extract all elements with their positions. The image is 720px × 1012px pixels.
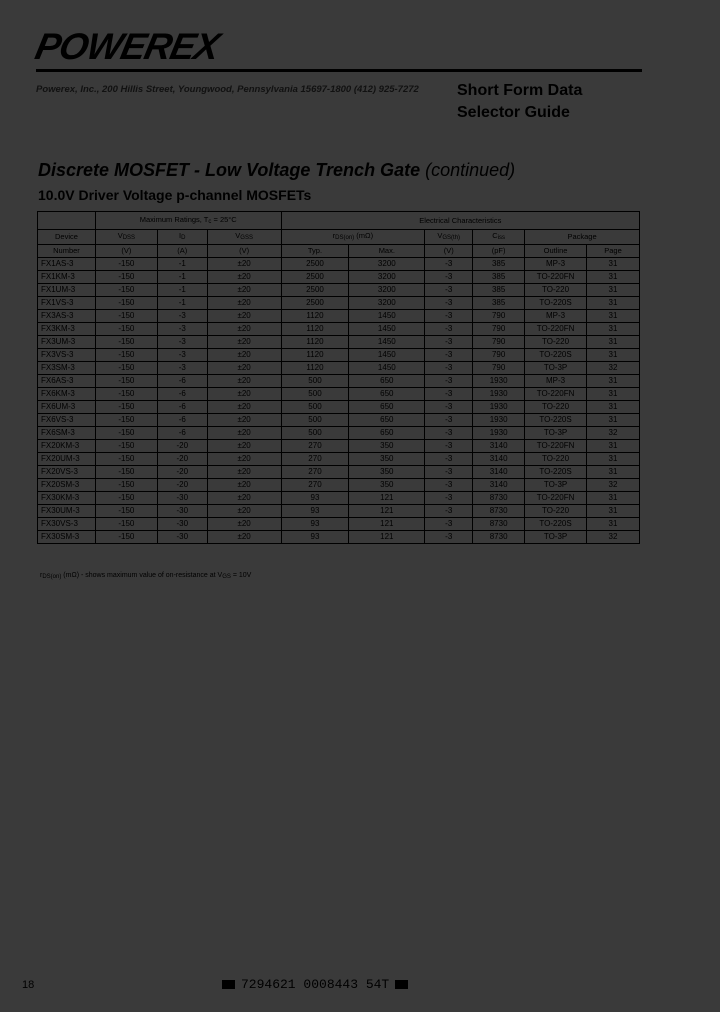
cell-device-number: FX1KM-3 — [38, 271, 96, 284]
cell-outline: TO-220 — [525, 505, 587, 518]
cell-vdss: -150 — [95, 518, 157, 531]
table-row — [38, 401, 640, 414]
cell-id: -30 — [157, 505, 207, 518]
cell-vgsth: -3 — [425, 518, 473, 531]
cell-vgss: ±20 — [207, 336, 281, 349]
cell-vgsth: -3 — [425, 414, 473, 427]
cell-vgss: ±20 — [207, 479, 281, 492]
cell-ciss: 790 — [473, 310, 525, 323]
cell-id: -3 — [157, 310, 207, 323]
cell-id: -20 — [157, 440, 207, 453]
page-number: 18 — [22, 979, 35, 991]
cell-ciss: 8730 — [473, 505, 525, 518]
cell-vgss: ±20 — [207, 258, 281, 271]
cell-vgss: ±20 — [207, 297, 281, 310]
cell-page: 31 — [586, 401, 639, 414]
cell-vgss: ±20 — [207, 505, 281, 518]
cell-vgss: ±20 — [207, 388, 281, 401]
cell-vgss: ±20 — [207, 492, 281, 505]
cell-outline: TO-220S — [525, 414, 587, 427]
header-rule — [36, 69, 642, 72]
cell-vgsth: -3 — [425, 427, 473, 440]
header-unit-id: (A) — [157, 245, 207, 258]
cell-page: 31 — [586, 466, 639, 479]
cell-page: 31 — [586, 310, 639, 323]
cell-vgsth: -3 — [425, 505, 473, 518]
cell-rds-typ: 93 — [281, 505, 349, 518]
cell-page: 32 — [586, 479, 639, 492]
cell-ciss: 1930 — [473, 388, 525, 401]
cell-vdss: -150 — [95, 362, 157, 375]
barcode-line — [222, 977, 408, 992]
cell-rds-max: 350 — [349, 440, 425, 453]
cell-rds-max: 350 — [349, 466, 425, 479]
cell-page: 31 — [586, 258, 639, 271]
cell-outline: TO-3P — [525, 427, 587, 440]
cell-page: 31 — [586, 271, 639, 284]
cell-rds-max: 1450 — [349, 336, 425, 349]
table-row — [38, 479, 640, 492]
cell-device-number: FX3VS-3 — [38, 349, 96, 362]
cell-vgsth: -3 — [425, 375, 473, 388]
cell-vgss: ±20 — [207, 271, 281, 284]
cell-vgsth: -3 — [425, 310, 473, 323]
cell-vgss: ±20 — [207, 414, 281, 427]
cell-outline: TO-220FN — [525, 492, 587, 505]
cell-outline: TO-220 — [525, 336, 587, 349]
cell-device-number: FX20VS-3 — [38, 466, 96, 479]
cell-outline: TO-3P — [525, 531, 587, 544]
cell-page: 32 — [586, 362, 639, 375]
cell-rds-max: 1450 — [349, 323, 425, 336]
cell-device-number: FX3SM-3 — [38, 362, 96, 375]
cell-id: -6 — [157, 388, 207, 401]
cell-ciss: 8730 — [473, 531, 525, 544]
cell-ciss: 790 — [473, 362, 525, 375]
cell-rds-max: 121 — [349, 518, 425, 531]
cell-rds-typ: 2500 — [281, 297, 349, 310]
cell-vdss: -150 — [95, 453, 157, 466]
cell-vgss: ±20 — [207, 323, 281, 336]
cell-rds-max: 650 — [349, 414, 425, 427]
cell-ciss: 8730 — [473, 518, 525, 531]
cell-rds-max: 350 — [349, 479, 425, 492]
cell-device-number: FX6UM-3 — [38, 401, 96, 414]
cell-vdss: -150 — [95, 505, 157, 518]
cell-device-number: FX1UM-3 — [38, 284, 96, 297]
header-unit-vdss: (V) — [95, 245, 157, 258]
cell-device-number: FX3AS-3 — [38, 310, 96, 323]
cell-page: 31 — [586, 336, 639, 349]
cell-ciss: 1930 — [473, 375, 525, 388]
table-row — [38, 258, 640, 271]
cell-device-number: FX6SM-3 — [38, 427, 96, 440]
cell-rds-typ: 1120 — [281, 323, 349, 336]
cell-outline: MP-3 — [525, 258, 587, 271]
table-row — [38, 297, 640, 310]
table-row — [38, 492, 640, 505]
cell-rds-max: 650 — [349, 401, 425, 414]
cell-device-number: FX3KM-3 — [38, 323, 96, 336]
cell-vdss: -150 — [95, 297, 157, 310]
cell-ciss: 1930 — [473, 427, 525, 440]
table-row — [38, 427, 640, 440]
cell-rds-max: 1450 — [349, 349, 425, 362]
cell-ciss: 3140 — [473, 440, 525, 453]
cell-vdss: -150 — [95, 375, 157, 388]
cell-outline: MP-3 — [525, 310, 587, 323]
cell-vgsth: -3 — [425, 284, 473, 297]
cell-rds-max: 650 — [349, 375, 425, 388]
cell-vdss: -150 — [95, 271, 157, 284]
cell-vgsth: -3 — [425, 531, 473, 544]
cell-device-number: FX30SM-3 — [38, 531, 96, 544]
header-typ: Typ. — [281, 245, 349, 258]
cell-rds-typ: 270 — [281, 453, 349, 466]
cell-outline: TO-220FN — [525, 323, 587, 336]
cell-outline: TO-220S — [525, 297, 587, 310]
powerex-logo: POWEREX — [31, 26, 223, 67]
header-id: $I_D$ — [157, 230, 207, 245]
header-package: Package — [525, 230, 640, 245]
table-row — [38, 440, 640, 453]
cell-ciss: 3140 — [473, 453, 525, 466]
cell-ciss: 3140 — [473, 466, 525, 479]
cell-vgss: ±20 — [207, 349, 281, 362]
cell-vgsth: -3 — [425, 453, 473, 466]
cell-ciss: 790 — [473, 349, 525, 362]
cell-rds-typ: 2500 — [281, 258, 349, 271]
cell-vgss: ±20 — [207, 284, 281, 297]
table-row — [38, 375, 640, 388]
cell-outline: TO-3P — [525, 362, 587, 375]
cell-id: -1 — [157, 297, 207, 310]
cell-page: 31 — [586, 388, 639, 401]
cell-id: -1 — [157, 284, 207, 297]
cell-vdss: -150 — [95, 531, 157, 544]
cell-page: 31 — [586, 414, 639, 427]
cell-ciss: 385 — [473, 271, 525, 284]
cell-vdss: -150 — [95, 336, 157, 349]
cell-page: 31 — [586, 375, 639, 388]
cell-outline: TO-220FN — [525, 271, 587, 284]
cell-id: -1 — [157, 271, 207, 284]
table-row — [38, 336, 640, 349]
cell-page: 32 — [586, 427, 639, 440]
cell-page: 31 — [586, 323, 639, 336]
cell-vdss: -150 — [95, 492, 157, 505]
cell-ciss: 385 — [473, 284, 525, 297]
cell-vdss: -150 — [95, 258, 157, 271]
cell-vgss: ±20 — [207, 310, 281, 323]
cell-rds-typ: 1120 — [281, 336, 349, 349]
cell-id: -20 — [157, 466, 207, 479]
cell-vgsth: -3 — [425, 492, 473, 505]
cell-vdss: -150 — [95, 401, 157, 414]
guide-title-line1: Short Form Data — [457, 82, 583, 99]
cell-rds-max: 121 — [349, 505, 425, 518]
header-unit-vgss: (V) — [207, 245, 281, 258]
cell-outline: TO-220FN — [525, 388, 587, 401]
cell-id: -30 — [157, 531, 207, 544]
cell-device-number: FX6AS-3 — [38, 375, 96, 388]
cell-id: -6 — [157, 414, 207, 427]
cell-device-number: FX1AS-3 — [38, 258, 96, 271]
cell-id: -3 — [157, 336, 207, 349]
cell-vdss: -150 — [95, 479, 157, 492]
barcode-block-left — [222, 980, 235, 989]
cell-vdss: -150 — [95, 440, 157, 453]
header-rds: $r_{DS(on)}$ (mΩ) — [281, 230, 425, 245]
cell-rds-typ: 500 — [281, 375, 349, 388]
cell-vgss: ±20 — [207, 401, 281, 414]
cell-ciss: 8730 — [473, 492, 525, 505]
cell-rds-typ: 1120 — [281, 310, 349, 323]
cell-rds-typ: 270 — [281, 479, 349, 492]
cell-rds-typ: 93 — [281, 492, 349, 505]
cell-vdss: -150 — [95, 414, 157, 427]
table-row — [38, 531, 640, 544]
cell-device-number: FX6VS-3 — [38, 414, 96, 427]
cell-id: -20 — [157, 453, 207, 466]
cell-rds-max: 3200 — [349, 271, 425, 284]
mosfet-selector-table — [37, 211, 640, 544]
header-outline: Outline — [525, 245, 587, 258]
header-unit-ciss: (pF) — [473, 245, 525, 258]
cell-rds-max: 3200 — [349, 284, 425, 297]
cell-outline: MP-3 — [525, 375, 587, 388]
cell-ciss: 1930 — [473, 401, 525, 414]
cell-outline: TO-220S — [525, 466, 587, 479]
cell-ciss: 3140 — [473, 479, 525, 492]
cell-rds-max: 1450 — [349, 310, 425, 323]
cell-rds-max: 121 — [349, 492, 425, 505]
cell-vdss: -150 — [95, 466, 157, 479]
cell-page: 31 — [586, 297, 639, 310]
cell-rds-typ: 93 — [281, 531, 349, 544]
cell-device-number: FX20UM-3 — [38, 453, 96, 466]
cell-vgsth: -3 — [425, 349, 473, 362]
cell-page: 31 — [586, 518, 639, 531]
header-ciss: $C_{iss}$ — [473, 230, 525, 245]
cell-vdss: -150 — [95, 349, 157, 362]
cell-vgsth: -3 — [425, 323, 473, 336]
barcode-block-right — [395, 980, 408, 989]
cell-vgsth: -3 — [425, 258, 473, 271]
cell-vdss: -150 — [95, 310, 157, 323]
cell-page: 31 — [586, 453, 639, 466]
header-max: Max. — [349, 245, 425, 258]
header-vdss: $V_{DSS}$ — [95, 230, 157, 245]
cell-outline: TO-220S — [525, 518, 587, 531]
header-electrical: Electrical Characteristics — [281, 212, 639, 230]
cell-rds-max: 3200 — [349, 297, 425, 310]
cell-rds-typ: 93 — [281, 518, 349, 531]
cell-device-number: FX20SM-3 — [38, 479, 96, 492]
guide-title-line2: Selector Guide — [457, 104, 570, 121]
cell-ciss: 790 — [473, 336, 525, 349]
cell-page: 31 — [586, 284, 639, 297]
cell-rds-typ: 500 — [281, 388, 349, 401]
cell-vdss: -150 — [95, 427, 157, 440]
cell-vgsth: -3 — [425, 336, 473, 349]
cell-vgss: ±20 — [207, 518, 281, 531]
cell-rds-max: 650 — [349, 388, 425, 401]
cell-outline: TO-220S — [525, 349, 587, 362]
cell-outline: TO-3P — [525, 479, 587, 492]
cell-id: -6 — [157, 401, 207, 414]
header-number: Number — [38, 245, 96, 258]
table-row — [38, 453, 640, 466]
cell-id: -3 — [157, 362, 207, 375]
cell-page: 31 — [586, 440, 639, 453]
table-row — [38, 505, 640, 518]
cell-id: -30 — [157, 518, 207, 531]
cell-rds-typ: 500 — [281, 427, 349, 440]
cell-vgss: ±20 — [207, 440, 281, 453]
cell-rds-typ: 500 — [281, 401, 349, 414]
header-max-ratings: Maximum Ratings, $T_c = 25^\circ C$ — [95, 212, 281, 230]
table-row — [38, 310, 640, 323]
cell-rds-typ: 1120 — [281, 349, 349, 362]
cell-vgsth: -3 — [425, 297, 473, 310]
cell-rds-max: 1450 — [349, 362, 425, 375]
cell-rds-typ: 500 — [281, 414, 349, 427]
cell-ciss: 385 — [473, 297, 525, 310]
table-row — [38, 466, 640, 479]
cell-vgsth: -3 — [425, 362, 473, 375]
cell-ciss: 1930 — [473, 414, 525, 427]
cell-page: 31 — [586, 349, 639, 362]
cell-rds-max: 350 — [349, 453, 425, 466]
cell-vgss: ±20 — [207, 362, 281, 375]
cell-rds-typ: 2500 — [281, 284, 349, 297]
table-row — [38, 271, 640, 284]
cell-id: -30 — [157, 492, 207, 505]
cell-device-number: FX30VS-3 — [38, 518, 96, 531]
table-row — [38, 518, 640, 531]
cell-vgss: ±20 — [207, 375, 281, 388]
cell-page: 31 — [586, 505, 639, 518]
cell-id: -3 — [157, 323, 207, 336]
cell-device-number: FX1VS-3 — [38, 297, 96, 310]
table-body — [38, 258, 640, 544]
cell-outline: TO-220 — [525, 284, 587, 297]
guide-title — [457, 80, 582, 124]
cell-vdss: -150 — [95, 284, 157, 297]
cell-vgss: ±20 — [207, 453, 281, 466]
header-device: Device — [38, 230, 96, 245]
header-vgss: $V_{GSS}$ — [207, 230, 281, 245]
cell-id: -6 — [157, 375, 207, 388]
cell-id: -1 — [157, 258, 207, 271]
cell-vgsth: -3 — [425, 388, 473, 401]
cell-vdss: -150 — [95, 323, 157, 336]
cell-rds-typ: 270 — [281, 466, 349, 479]
cell-rds-typ: 270 — [281, 440, 349, 453]
cell-device-number: FX20KM-3 — [38, 440, 96, 453]
cell-vgsth: -3 — [425, 271, 473, 284]
cell-page: 32 — [586, 531, 639, 544]
company-address: Powerex, Inc., 200 Hillis Street, Youngwood, Pennsylvania 15697-1800 (412) 925-7272 — [36, 84, 419, 95]
cell-id: -20 — [157, 479, 207, 492]
header-unit-vgsth: (V) — [425, 245, 473, 258]
cell-rds-max: 650 — [349, 427, 425, 440]
header-blank — [38, 212, 96, 230]
cell-device-number: FX30KM-3 — [38, 492, 96, 505]
table-row — [38, 414, 640, 427]
table-row — [38, 362, 640, 375]
cell-rds-max: 121 — [349, 531, 425, 544]
barcode-text: 7294621 0008443 54T — [241, 977, 390, 992]
cell-vgss: ±20 — [207, 466, 281, 479]
cell-ciss: 790 — [473, 323, 525, 336]
table-row — [38, 349, 640, 362]
cell-rds-typ: 1120 — [281, 362, 349, 375]
cell-vgss: ±20 — [207, 427, 281, 440]
cell-vgsth: -3 — [425, 466, 473, 479]
header-vgsth: $V_{GS(th)}$ — [425, 230, 473, 245]
cell-device-number: FX30UM-3 — [38, 505, 96, 518]
cell-vgsth: -3 — [425, 401, 473, 414]
section-title — [38, 160, 515, 181]
cell-outline: TO-220 — [525, 453, 587, 466]
cell-vdss: -150 — [95, 388, 157, 401]
cell-ciss: 385 — [473, 258, 525, 271]
section-title-suffix: (continued) — [425, 160, 516, 180]
cell-vgsth: -3 — [425, 479, 473, 492]
cell-rds-typ: 2500 — [281, 271, 349, 284]
header-page: Page — [586, 245, 639, 258]
table-row — [38, 323, 640, 336]
footnote: $r_{DS(on)}$ (mΩ) - shows maximum value of on-resistance at $V_{GS} = 10V$ — [40, 572, 252, 580]
cell-device-number: FX3UM-3 — [38, 336, 96, 349]
cell-outline: TO-220FN — [525, 440, 587, 453]
cell-vgss: ±20 — [207, 531, 281, 544]
section-title-main: Discrete MOSFET - Low Voltage Trench Gate — [38, 160, 421, 180]
table-row — [38, 284, 640, 297]
cell-rds-max: 3200 — [349, 258, 425, 271]
cell-id: -6 — [157, 427, 207, 440]
cell-device-number: FX6KM-3 — [38, 388, 96, 401]
cell-vgsth: -3 — [425, 440, 473, 453]
section-subtitle: 10.0V Driver Voltage p-channel MOSFETs — [38, 187, 312, 203]
cell-page: 31 — [586, 492, 639, 505]
table-row — [38, 388, 640, 401]
cell-outline: TO-220 — [525, 401, 587, 414]
cell-id: -3 — [157, 349, 207, 362]
